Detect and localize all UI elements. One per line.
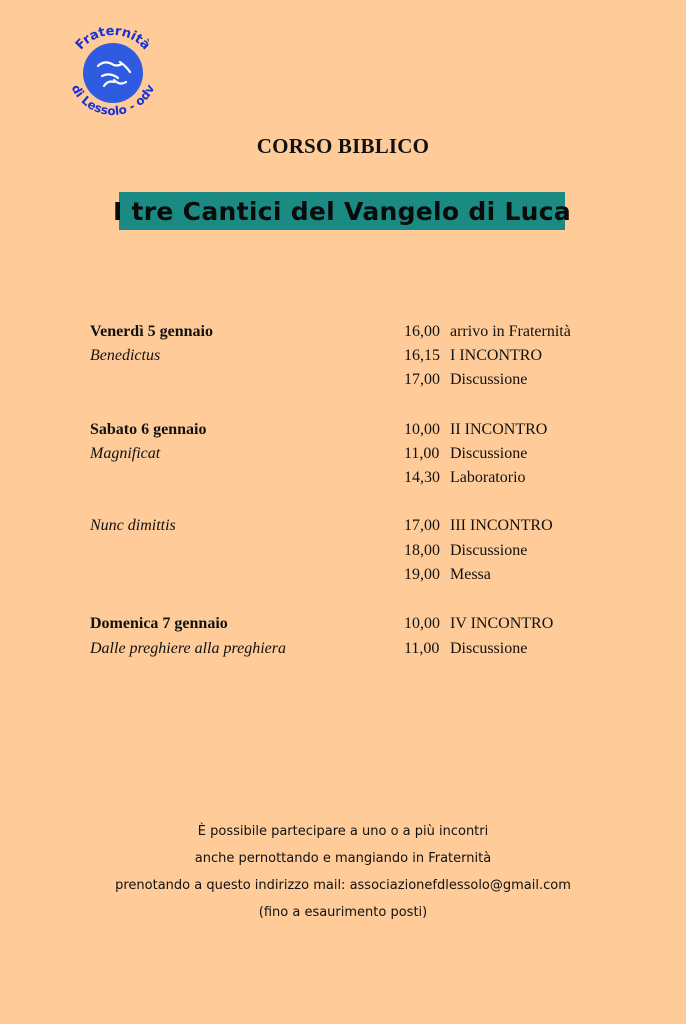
schedule-time: 16,00 [404,323,440,340]
schedule-label: Venerdì 5 gennaio [90,323,213,340]
page-heading: CORSO BIBLICO [256,134,430,158]
footer-line: anche pernottando e mangiando in Fraternità [194,851,492,866]
schedule-label: Sabato 6 gennaio [90,421,207,438]
schedule-time: 10,00 [404,421,440,438]
schedule-time: 11,00 [404,445,440,462]
schedule-time: 10,00 [404,615,440,632]
schedule-label: Dalle preghiere alla preghiera [90,640,286,657]
logo [58,18,168,128]
schedule-row [0,466,686,490]
schedule-label: Magnificat [90,445,161,462]
schedule-row [0,344,686,368]
schedule-row [0,539,686,563]
schedule-row [0,612,686,636]
footer-line: (fino a esaurimento posti) [258,905,428,920]
schedule-activity: III INCONTRO [450,517,553,534]
schedule-activity: Discussione [450,445,528,462]
schedule-activity: II INCONTRO [450,421,548,438]
schedule-row [0,442,686,466]
schedule-activity: Discussione [450,371,528,388]
page-title: I tre Cantici del Vangelo di Luca [112,196,572,226]
schedule-time: 17,00 [404,517,440,534]
schedule-label: Benedictus [90,347,161,364]
schedule-row [0,368,686,392]
schedule-activity: Laboratorio [450,469,526,486]
schedule-activity: Messa [450,566,491,583]
schedule-row [0,514,686,538]
schedule-activity: IV INCONTRO [450,615,554,632]
schedule-label: Nunc dimittis [90,517,176,534]
logo-text-top: Fraternità [72,23,154,54]
schedule-time: 14,30 [404,469,440,486]
schedule-time: 11,00 [404,640,440,657]
logo-text-bottom: di Lessolo - odv [68,82,158,119]
footer-line: È possibile partecipare a uno o a più incontri [197,824,489,839]
schedule-activity: arrivo in Fraternità [450,323,571,340]
logo-inner-circle [83,43,143,103]
logo-emblem [58,18,168,128]
schedule-row [0,637,686,661]
title-banner [112,192,572,230]
schedule-time: 19,00 [404,566,440,583]
schedule-row [0,320,686,344]
schedule-label: Domenica 7 gennaio [90,615,228,632]
footer-note [0,818,686,926]
schedule-time: 16,15 [404,347,440,364]
schedule-activity: I INCONTRO [450,347,542,364]
schedule-row [0,563,686,587]
footer-line: prenotando a questo indirizzo mail: associazionefdlessolo@gmail.com [115,878,571,893]
schedule-time: 18,00 [404,542,440,559]
schedule-activity: Discussione [450,640,528,657]
schedule-time: 17,00 [404,371,440,388]
schedule-activity: Discussione [450,542,528,559]
schedule-row [0,418,686,442]
